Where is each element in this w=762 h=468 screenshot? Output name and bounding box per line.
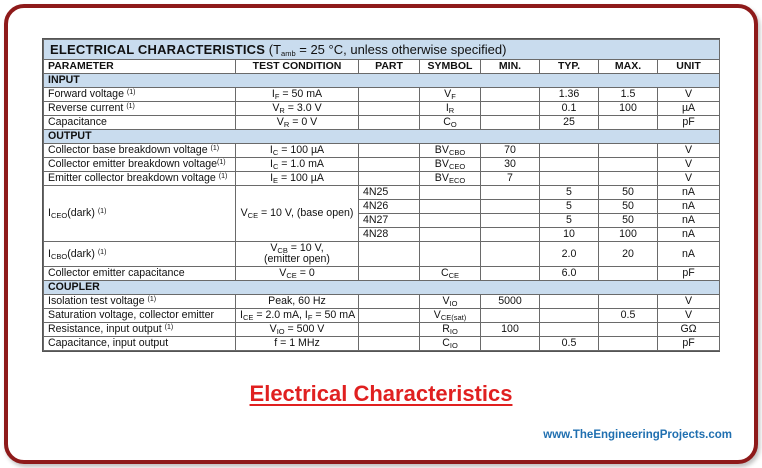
param-cell [44, 323, 236, 337]
test-condition-cell [236, 116, 359, 130]
footnote-mark: (1) [126, 103, 135, 110]
col-header-min: MIN. [481, 60, 540, 74]
table-row [44, 88, 720, 102]
max-cell: 50 [599, 200, 658, 214]
part-cell: 4N25 [359, 186, 420, 200]
max-cell: 1.5 [599, 88, 658, 102]
symbol-cell [420, 186, 481, 200]
typ-cell: 2.0 [540, 242, 599, 267]
part-cell: 4N27 [359, 214, 420, 228]
symbol-cell [420, 295, 481, 309]
unit-cell: GΩ [658, 323, 720, 337]
symbol-cell [420, 158, 481, 172]
table-title-row [44, 40, 720, 60]
test-condition-cell [236, 158, 359, 172]
param-capacitance: Capacitance [44, 116, 236, 130]
symbol-cell [420, 144, 481, 158]
table-row [44, 267, 720, 281]
min-cell [481, 116, 540, 130]
symbol-subscript: O [450, 120, 457, 129]
typ-cell: 5 [540, 200, 599, 214]
tc-value: = 500 V [284, 323, 325, 335]
symbol-cell [420, 242, 481, 267]
unit-cell: nA [658, 242, 720, 267]
symbol: V [442, 295, 450, 307]
symbol: I [445, 102, 449, 114]
part-cell [359, 295, 420, 309]
unit-cell: nA [658, 214, 720, 228]
max-cell: 100 [599, 102, 658, 116]
footnote-mark: (1) [126, 89, 136, 96]
unit-cell: µA [658, 102, 720, 116]
test-condition-cell [236, 309, 359, 323]
typ-cell [540, 295, 599, 309]
part-cell [359, 242, 420, 267]
part-cell: 4N28 [359, 228, 420, 242]
param-collector-emitter-breakdown: Collector emitter breakdown voltage [48, 158, 217, 170]
tc-subscript: F [274, 92, 280, 101]
electrical-characteristics-table [43, 39, 720, 351]
min-cell: 100 [481, 323, 540, 337]
symbol-cell [420, 228, 481, 242]
footnote-mark: (1) [210, 145, 220, 152]
typ-cell: 10 [540, 228, 599, 242]
part-cell: 4N26 [359, 200, 420, 214]
symbol-subscript: IO [449, 299, 458, 308]
col-header-symbol: SYMBOL [420, 60, 481, 74]
max-cell [599, 116, 658, 130]
symbol-cell [420, 337, 481, 351]
tc-symbol: I [269, 158, 273, 170]
min-cell [481, 228, 540, 242]
footnote-mark: (1) [147, 296, 157, 303]
unit-cell: V [658, 172, 720, 186]
symbol-cell [420, 102, 481, 116]
test-condition-cell [236, 88, 359, 102]
max-cell [599, 337, 658, 351]
section-label-coupler: COUPLER [44, 281, 720, 295]
part-cell [359, 172, 420, 186]
max-cell [599, 267, 658, 281]
test-condition-cell [236, 267, 359, 281]
max-cell [599, 295, 658, 309]
unit-cell: V [658, 309, 720, 323]
symbol-cell [420, 323, 481, 337]
param-saturation-voltage: Saturation voltage, collector emitter [44, 309, 236, 323]
test-condition-cell [236, 186, 359, 242]
param-collector-emitter-capacitance: Collector emitter capacitance [44, 267, 236, 281]
footnote-mark: (1) [217, 159, 226, 166]
min-cell [481, 200, 540, 214]
symbol-cell [420, 200, 481, 214]
unit-cell: pF [658, 337, 720, 351]
tc-subscript: CB [277, 246, 288, 255]
symbol: C [443, 116, 451, 128]
tc-symbol: I [269, 144, 273, 156]
col-header-test-condition: TEST CONDITION [236, 60, 359, 74]
tc-value: = 100 µA [278, 144, 325, 156]
param-resistance-input-output: Resistance, input output [48, 323, 162, 335]
col-header-max: MAX. [599, 60, 658, 74]
section-label-output: OUTPUT [44, 130, 720, 144]
typ-cell: 1.36 [540, 88, 599, 102]
symbol: C [442, 337, 450, 349]
param-symbol: I [48, 207, 51, 219]
tc-symbol: V [272, 102, 280, 114]
tc-symbol: V [269, 323, 277, 335]
title-condition-sub: amb [281, 49, 296, 58]
min-cell [481, 102, 540, 116]
symbol: V [444, 88, 452, 100]
param-isolation-test-voltage: Isolation test voltage [48, 295, 145, 307]
typ-cell [540, 323, 599, 337]
typ-cell: 0.5 [540, 337, 599, 351]
symbol-cell [420, 172, 481, 186]
table-row [44, 158, 720, 172]
typ-cell [540, 158, 599, 172]
table-row [44, 116, 720, 130]
unit-cell: V [658, 144, 720, 158]
caption-text: Electrical Characteristics [249, 381, 513, 406]
min-cell [481, 242, 540, 267]
min-cell: 30 [481, 158, 540, 172]
website-watermark: www.TheEngineeringProjects.com [543, 429, 732, 441]
part-cell [359, 102, 420, 116]
test-condition-cell [236, 242, 359, 267]
section-row-coupler [44, 281, 720, 295]
max-cell [599, 323, 658, 337]
table-row [44, 186, 720, 200]
min-cell: 5000 [481, 295, 540, 309]
param-emitter-collector-breakdown: Emitter collector breakdown voltage [48, 172, 216, 184]
title-main: ELECTRICAL CHARACTERISTICS [50, 42, 266, 57]
test-condition-cell: Peak, 60 Hz [236, 295, 359, 309]
tc-symbol: V [276, 116, 284, 128]
part-cell [359, 116, 420, 130]
param-cell [44, 88, 236, 102]
typ-cell [540, 172, 599, 186]
table-row [44, 144, 720, 158]
max-cell: 50 [599, 214, 658, 228]
tc-subscript: C [272, 148, 279, 157]
param-capacitance-input-output: Capacitance, input output [44, 337, 236, 351]
symbol-subscript: IO [449, 327, 458, 336]
typ-cell [540, 309, 599, 323]
tc-value: = 2.0 mA, [253, 309, 305, 321]
tc-value-line2: (emitter open) [264, 253, 330, 265]
unit-cell: pF [658, 116, 720, 130]
table-row [44, 102, 720, 116]
part-cell [359, 337, 420, 351]
param-cell [44, 172, 236, 186]
test-condition-cell [236, 323, 359, 337]
symbol: R [442, 323, 450, 335]
tc-subscript: IO [276, 327, 285, 336]
param-cell [44, 295, 236, 309]
tc-symbol: I [304, 309, 308, 321]
symbol-subscript: CBO [448, 148, 466, 157]
tc-symbol: I [271, 88, 275, 100]
table-row [44, 172, 720, 186]
col-header-part: PART [359, 60, 420, 74]
table-row [44, 295, 720, 309]
typ-cell: 6.0 [540, 267, 599, 281]
unit-cell: nA [658, 228, 720, 242]
param-icbo-dark [44, 242, 236, 267]
min-cell: 70 [481, 144, 540, 158]
title-condition-prefix: (T [268, 42, 282, 57]
param-suffix: (dark) [67, 247, 95, 260]
min-cell [481, 337, 540, 351]
unit-cell: nA [658, 200, 720, 214]
min-cell [481, 309, 540, 323]
unit-cell: V [658, 158, 720, 172]
tc-value: = 3.0 V [284, 102, 322, 114]
typ-cell: 5 [540, 214, 599, 228]
param-suffix: (dark) [67, 207, 95, 219]
part-cell [359, 267, 420, 281]
param-subscript: CEO [50, 211, 68, 220]
symbol-cell [420, 309, 481, 323]
part-cell [359, 158, 420, 172]
tc-subscript: CE [242, 313, 254, 322]
typ-cell [540, 144, 599, 158]
param-collector-base-breakdown: Collector base breakdown voltage [48, 144, 208, 156]
typ-cell: 0.1 [540, 102, 599, 116]
table-title [44, 40, 720, 60]
symbol: BV [434, 158, 449, 170]
typ-cell: 5 [540, 186, 599, 200]
unit-cell: V [658, 295, 720, 309]
symbol-subscript: CEO [448, 162, 466, 171]
max-cell: 0.5 [599, 309, 658, 323]
symbol-cell [420, 116, 481, 130]
param-cell [44, 144, 236, 158]
max-cell [599, 172, 658, 186]
tc-value: = 0 V [289, 116, 318, 128]
tc-value: = 10 V, (base open) [258, 207, 354, 219]
tc-symbol: V [240, 207, 248, 219]
tc-symbol: I [240, 309, 243, 321]
table-row [44, 242, 720, 267]
min-cell [481, 214, 540, 228]
tc-value: = 0 [296, 267, 315, 279]
tc-subscript: CE [247, 211, 259, 220]
symbol-subscript: F [451, 92, 456, 101]
symbol: BV [434, 144, 449, 156]
min-cell [481, 88, 540, 102]
footnote-mark: (1) [97, 208, 107, 215]
param-iceo-dark [44, 186, 236, 242]
test-condition-cell [236, 144, 359, 158]
min-cell: 7 [481, 172, 540, 186]
tc-subscript: E [273, 176, 279, 185]
part-cell [359, 88, 420, 102]
part-cell [359, 144, 420, 158]
max-cell: 20 [599, 242, 658, 267]
symbol-cell [420, 267, 481, 281]
typ-cell: 25 [540, 116, 599, 130]
symbol-subscript: IO [449, 341, 458, 350]
tc-subscript: F [307, 313, 313, 322]
title-condition-suffix: = 25 °C, unless otherwise specified) [295, 42, 507, 57]
param-cell [44, 102, 236, 116]
tc-subscript: C [272, 162, 279, 171]
param-cell [44, 158, 236, 172]
tc-value: = 50 mA [312, 309, 356, 321]
section-label-input: INPUT [44, 74, 720, 88]
datasheet-table-panel [42, 38, 720, 352]
test-condition-cell [236, 172, 359, 186]
table-row [44, 323, 720, 337]
symbol: C [440, 267, 449, 279]
part-cell [359, 323, 420, 337]
symbol-subscript: ECO [448, 176, 466, 185]
unit-cell: V [658, 88, 720, 102]
part-cell [359, 309, 420, 323]
min-cell [481, 186, 540, 200]
tc-value: = 1.0 mA [278, 158, 324, 170]
table-row [44, 337, 720, 351]
tc-value: = 50 mA [279, 88, 323, 100]
symbol: BV [434, 172, 449, 184]
footnote-mark: (1) [218, 173, 228, 180]
symbol-cell [420, 88, 481, 102]
col-header-parameter: PARAMETER [44, 60, 236, 74]
tc-symbol: V [279, 267, 287, 279]
unit-cell: pF [658, 267, 720, 281]
tc-value: = 100 µA [278, 172, 324, 184]
footnote-mark: (1) [164, 324, 174, 331]
symbol-cell [420, 214, 481, 228]
param-symbol: I [48, 247, 51, 260]
tc-symbol: V [270, 242, 278, 254]
tc-subscript: R [283, 120, 290, 129]
min-cell [481, 267, 540, 281]
test-condition-cell: f = 1 MHz [236, 337, 359, 351]
param-reverse-current: Reverse current [48, 102, 124, 114]
col-header-typ: TYP. [540, 60, 599, 74]
unit-cell: nA [658, 186, 720, 200]
param-subscript: CBO [50, 251, 68, 261]
max-cell: 50 [599, 186, 658, 200]
col-header-unit: UNIT [658, 60, 720, 74]
footnote-mark: (1) [97, 248, 107, 256]
max-cell: 100 [599, 228, 658, 242]
caption [0, 381, 762, 407]
tc-value: = 10 V, [287, 242, 324, 254]
tc-subscript: R [279, 106, 285, 115]
param-forward-voltage: Forward voltage [48, 88, 124, 100]
symbol: V [433, 309, 441, 321]
symbol-subscript: CE [448, 271, 460, 280]
section-row-input [44, 74, 720, 88]
max-cell [599, 158, 658, 172]
max-cell [599, 144, 658, 158]
symbol-subscript: R [448, 106, 455, 115]
table-row [44, 309, 720, 323]
symbol-subscript: CE(sat) [440, 313, 467, 322]
section-row-output [44, 130, 720, 144]
column-header-row [44, 60, 720, 74]
tc-subscript: CE [286, 271, 297, 280]
tc-symbol: I [270, 172, 274, 184]
test-condition-cell [236, 102, 359, 116]
